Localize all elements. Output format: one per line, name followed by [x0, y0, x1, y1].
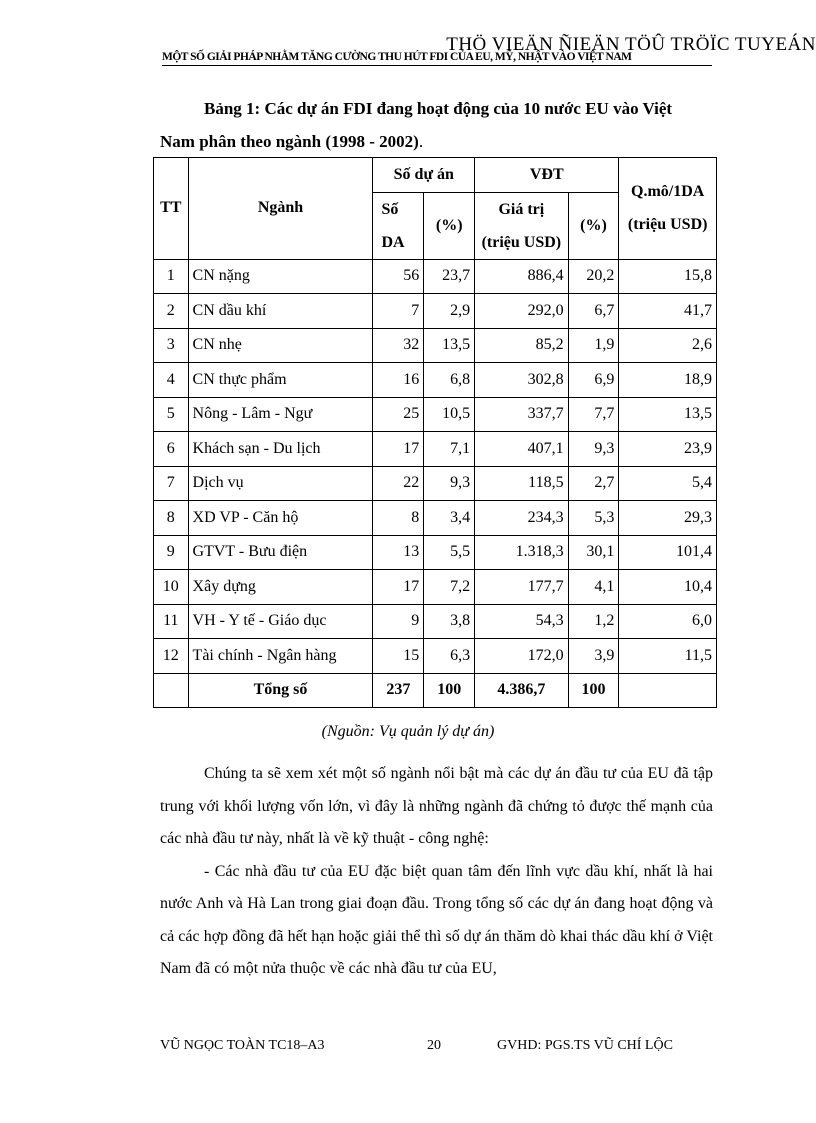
cell-qmo: 10,4	[619, 570, 717, 605]
cell-tt: 1	[154, 259, 189, 294]
caption-line-2: Nam phân theo ngành (1998 - 2002).	[160, 132, 424, 151]
total-pct2: 100	[568, 673, 619, 708]
header-so-du-an: Số dự án	[373, 158, 475, 193]
cell-gia-tri: 1.318,3	[475, 535, 568, 570]
cell-tt: 5	[154, 397, 189, 432]
cell-pct2: 6,9	[568, 363, 619, 398]
table-caption	[160, 92, 716, 158]
header-nganh: Ngành	[188, 158, 373, 260]
cell-tt: 12	[154, 639, 189, 674]
footer-page-number: 20	[427, 1038, 441, 1053]
footer-author: VŨ NGỌC TOÀN TC18–A3	[160, 1038, 325, 1053]
header-gia-tri: Giá trị (triệu USD)	[475, 192, 568, 259]
cell-tt: 2	[154, 294, 189, 329]
total-pct1: 100	[424, 673, 475, 708]
cell-nganh: CN nặng	[188, 259, 373, 294]
running-header: MỘT SỐ GIẢI PHÁP NHẰM TĂNG CƯỜNG THU HÚT FDI CỦA EU, MỸ, NHẬT VÀO VIỆT NAM	[162, 51, 712, 66]
cell-qmo: 41,7	[619, 294, 717, 329]
cell-tt: 6	[154, 432, 189, 467]
cell-pct2: 1,9	[568, 328, 619, 363]
header-tt: TT	[154, 158, 189, 260]
watermark-text: THÖ VIEÄN ÑIEÄN TÖÛ TRÖÏC TUYEÁN	[446, 34, 816, 55]
cell-tt: 10	[154, 570, 189, 605]
cell-nganh: VH - Y tế - Giáo dục	[188, 604, 373, 639]
header-so-da: Số DA	[373, 192, 424, 259]
cell-gia-tri: 292,0	[475, 294, 568, 329]
header-qmo: Q.mô/1DA (triệu USD)	[619, 158, 717, 260]
body-text	[160, 758, 713, 986]
cell-nganh: Nông - Lâm - Ngư	[188, 397, 373, 432]
cell-so-da: 22	[373, 466, 424, 501]
cell-gia-tri: 177,7	[475, 570, 568, 605]
cell-gia-tri: 407,1	[475, 432, 568, 467]
cell-tt: 7	[154, 466, 189, 501]
header-vdt: VĐT	[475, 158, 619, 193]
cell-nganh: Xây dựng	[188, 570, 373, 605]
cell-tt: 3	[154, 328, 189, 363]
source-note: (Nguồn: Vụ quản lý dự án)	[321, 723, 495, 740]
table-row	[154, 294, 717, 329]
cell-so-da: 17	[373, 432, 424, 467]
cell-gia-tri: 302,8	[475, 363, 568, 398]
cell-qmo: 18,9	[619, 363, 717, 398]
cell-pct2: 20,2	[568, 259, 619, 294]
cell-pct1: 2,9	[424, 294, 475, 329]
cell-qmo: 5,4	[619, 466, 717, 501]
cell-so-da: 16	[373, 363, 424, 398]
cell-pct2: 2,7	[568, 466, 619, 501]
cell-gia-tri: 118,5	[475, 466, 568, 501]
cell-nganh: Tài chính - Ngân hàng	[188, 639, 373, 674]
cell-pct2: 7,7	[568, 397, 619, 432]
cell-nganh: Dịch vụ	[188, 466, 373, 501]
cell-pct1: 9,3	[424, 466, 475, 501]
cell-nganh: XD VP - Căn hộ	[188, 501, 373, 536]
cell-pct2: 9,3	[568, 432, 619, 467]
cell-pct1: 3,8	[424, 604, 475, 639]
table-row	[154, 259, 717, 294]
cell-qmo: 11,5	[619, 639, 717, 674]
cell-pct1: 23,7	[424, 259, 475, 294]
total-gia-tri: 4.386,7	[475, 673, 568, 708]
cell-pct1: 3,4	[424, 501, 475, 536]
total-so-da: 237	[373, 673, 424, 708]
cell-gia-tri: 172,0	[475, 639, 568, 674]
cell-gia-tri: 886,4	[475, 259, 568, 294]
cell-gia-tri: 85,2	[475, 328, 568, 363]
table-row	[154, 639, 717, 674]
cell-pct1: 6,3	[424, 639, 475, 674]
header-pct1: (%)	[424, 192, 475, 259]
cell-qmo: 29,3	[619, 501, 717, 536]
cell-tt: 11	[154, 604, 189, 639]
cell-pct2: 6,7	[568, 294, 619, 329]
cell-so-da: 32	[373, 328, 424, 363]
cell-so-da: 13	[373, 535, 424, 570]
table-row	[154, 501, 717, 536]
table-row	[154, 432, 717, 467]
cell-pct1: 7,2	[424, 570, 475, 605]
total-qmo	[619, 673, 717, 708]
footer-advisor: GVHD: PGS.TS VŨ CHÍ LỘC	[497, 1038, 673, 1053]
table-body	[154, 259, 717, 673]
cell-pct1: 5,5	[424, 535, 475, 570]
cell-pct1: 13,5	[424, 328, 475, 363]
cell-qmo: 23,9	[619, 432, 717, 467]
cell-so-da: 17	[373, 570, 424, 605]
cell-pct2: 1,2	[568, 604, 619, 639]
fdi-table	[153, 157, 717, 708]
cell-tt: 9	[154, 535, 189, 570]
cell-pct1: 7,1	[424, 432, 475, 467]
total-tt	[154, 673, 189, 708]
cell-so-da: 8	[373, 501, 424, 536]
cell-pct2: 5,3	[568, 501, 619, 536]
cell-gia-tri: 337,7	[475, 397, 568, 432]
cell-gia-tri: 54,3	[475, 604, 568, 639]
cell-qmo: 101,4	[619, 535, 717, 570]
table-row	[154, 328, 717, 363]
cell-so-da: 56	[373, 259, 424, 294]
cell-nganh: CN thực phẩm	[188, 363, 373, 398]
cell-pct1: 6,8	[424, 363, 475, 398]
cell-nganh: GTVT - Bưu điện	[188, 535, 373, 570]
table-row	[154, 604, 717, 639]
cell-gia-tri: 234,3	[475, 501, 568, 536]
table-row	[154, 466, 717, 501]
cell-pct1: 10,5	[424, 397, 475, 432]
cell-qmo: 2,6	[619, 328, 717, 363]
total-label: Tổng số	[188, 673, 373, 708]
cell-pct2: 4,1	[568, 570, 619, 605]
cell-pct2: 3,9	[568, 639, 619, 674]
table-row	[154, 535, 717, 570]
cell-nganh: CN nhẹ	[188, 328, 373, 363]
table-row	[154, 570, 717, 605]
cell-pct2: 30,1	[568, 535, 619, 570]
cell-qmo: 15,8	[619, 259, 717, 294]
table-row	[154, 397, 717, 432]
cell-so-da: 25	[373, 397, 424, 432]
caption-line-1: Bảng 1: Các dự án FDI đang hoạt động của 10 nước EU vào Việt	[204, 99, 673, 118]
cell-qmo: 13,5	[619, 397, 717, 432]
cell-tt: 4	[154, 363, 189, 398]
cell-nganh: CN dầu khí	[188, 294, 373, 329]
cell-nganh: Khách sạn - Du lịch	[188, 432, 373, 467]
paragraph-1: Chúng ta sẽ xem xét một số ngành nổi bật mà các dự án đầu tư của EU đã tập trung với khối lượng vốn lớn, vì đây là những ngành đã chứng tỏ được thế mạnh của các nhà đầu tư này, nhất là về kỹ thuật - công nghệ:	[160, 765, 713, 847]
paragraph-2: - Các nhà đầu tư của EU đặc biệt quan tâm đến lĩnh vực dầu khí, nhất là hai nước Anh và Hà Lan trong giai đoạn đầu. Trong tổng số các dự án đang hoạt động và cả các hợp đồng đã hết hạn hoặc giải thể thì số dự án thăm dò khai thác dầu khí ở Việt Nam đã có một nửa thuộc về các nhà đầu tư của EU,	[160, 862, 713, 977]
header-pct2: (%)	[568, 192, 619, 259]
cell-so-da: 7	[373, 294, 424, 329]
table-row	[154, 363, 717, 398]
cell-qmo: 6,0	[619, 604, 717, 639]
cell-tt: 8	[154, 501, 189, 536]
total-row	[154, 673, 717, 708]
cell-so-da: 9	[373, 604, 424, 639]
cell-so-da: 15	[373, 639, 424, 674]
